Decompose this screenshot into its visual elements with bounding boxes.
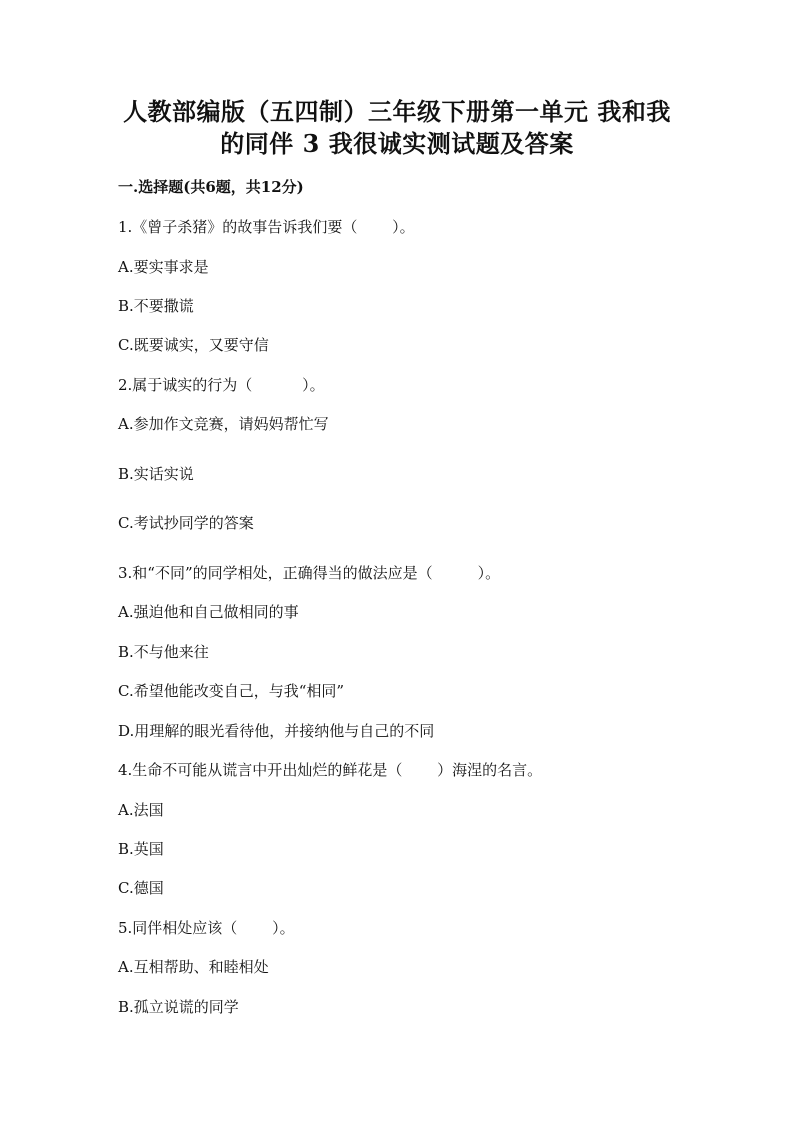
question-3-option-a: A.强迫他和自己做相同的事 xyxy=(118,603,299,621)
question-4-option-a: A.法国 xyxy=(118,801,164,819)
question-2-option-a: A.参加作文竞赛，请妈妈帮忙写 xyxy=(118,415,329,433)
question-4-option-b: B.英国 xyxy=(118,840,164,858)
page-title-line-2: 的同伴 3 我很诚实测试题及答案 xyxy=(220,129,574,158)
question-1-stem: 1.《曾子杀猪》的故事告诉我们要（ ）。 xyxy=(118,218,415,236)
question-2-option-c: C.考试抄同学的答案 xyxy=(118,514,254,532)
question-5-stem: 5.同伴相处应该（ ）。 xyxy=(118,919,295,937)
question-1-option-c: C.既要诚实，又要守信 xyxy=(118,336,269,354)
question-4-option-c: C.德国 xyxy=(118,879,164,897)
question-4-stem: 4.生命不可能从谎言中开出灿烂的鲜花是（ ）海涅的名言。 xyxy=(118,761,543,779)
section-heading: 一.选择题(共6题，共12分) xyxy=(118,178,304,196)
question-3-option-c: C.希望他能改变自己，与我“相同” xyxy=(118,682,345,700)
question-5-option-b: B.孤立说谎的同学 xyxy=(118,998,239,1016)
question-1-option-a: A.要实事求是 xyxy=(118,258,209,276)
page-title-line-1: 人教部编版（五四制）三年级下册第一单元 我和我 xyxy=(123,97,671,126)
question-3-stem: 3.和“不同”的同学相处，正确得当的做法应是（ ）。 xyxy=(118,564,501,582)
question-2-option-b: B.实话实说 xyxy=(118,465,194,483)
question-1-option-b: B.不要撒谎 xyxy=(118,297,194,315)
question-2-stem: 2.属于诚实的行为（ ）。 xyxy=(118,376,325,394)
question-3-option-b: B.不与他来往 xyxy=(118,643,209,661)
question-3-option-d: D.用理解的眼光看待他，并接纳他与自己的不同 xyxy=(118,722,435,740)
question-5-option-a: A.互相帮助、和睦相处 xyxy=(118,958,269,976)
